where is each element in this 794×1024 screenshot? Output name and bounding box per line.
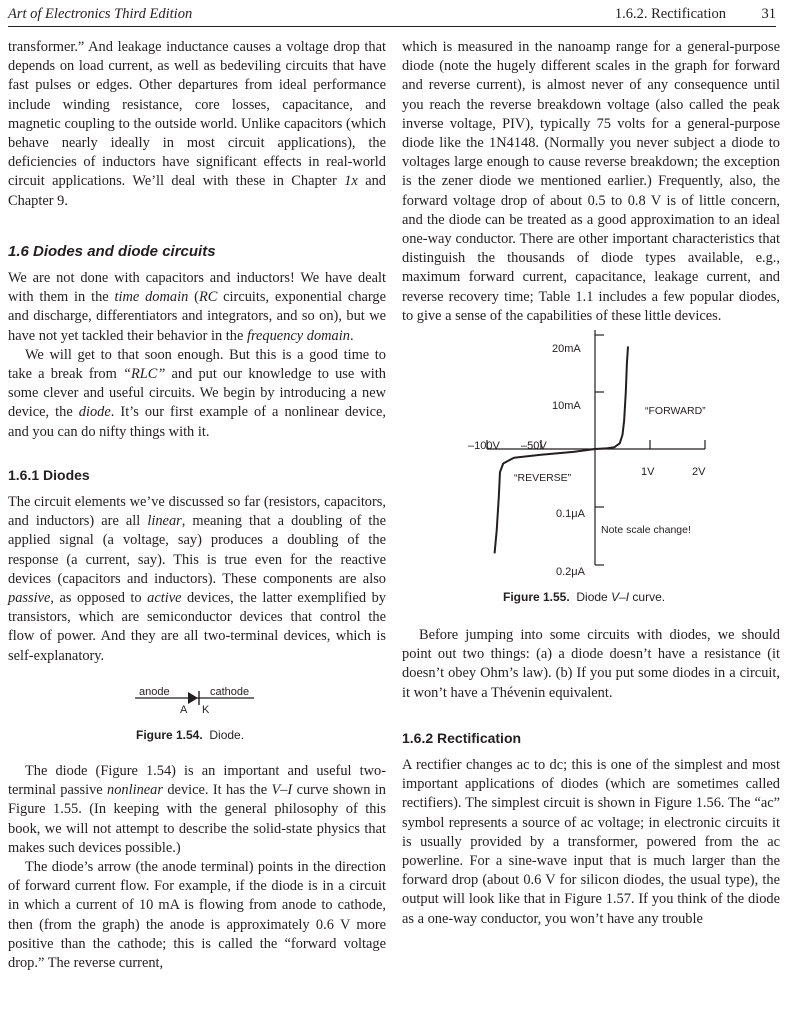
paragraph <box>8 346 386 442</box>
anode-a-label: A <box>180 703 188 716</box>
subsection-heading: 1.6.1 Diodes <box>8 466 90 483</box>
paragraph: A rectifier changes ac to dc; this is one of the simplest and most important applications of diodes (which are sometimes called rectifiers). The simplest circuit is shown in Figure 1.56. The “ac” symbol represents a source of ac voltage; in electronic circuits it is usually provided by a transformer, powered from the ac powerline. For a sine-wave input that is much larger than the forward drop (about 0.6 V for silicon diodes, the usual type), the output will look like that in Figure 1.57. If you think of the diode as a one-way conductor, you won’t have any trouble <box>402 757 780 927</box>
figure-1-55 <box>402 326 780 626</box>
text: , as opposed to <box>50 590 148 607</box>
y-tick-label: 0.1μA <box>556 508 585 521</box>
x-tick-label: 2V <box>692 466 706 479</box>
left-column <box>8 38 386 973</box>
reverse-curve <box>495 449 595 553</box>
paragraph: The diode’s arrow (the anode terminal) points in the direction of forward current flow. For example, if the diode is in a circuit in which a current of 10 mA is flowing from anode to cathode, then (from the graph) the anode is approximately 0.6 V more positive than the cathode; this is called the “forward voltage drop.” The reverse current, <box>8 858 386 971</box>
text: circuits, exponential charge and discharge, differentiators and integrators, and so on), but we have not yet tackled their behavior in the <box>8 289 387 344</box>
section-heading: 1.6 Diodes and diode circuits <box>8 242 216 260</box>
text: ( <box>188 289 199 306</box>
paragraph <box>8 493 386 666</box>
x-tick-label: –50V <box>521 440 547 453</box>
paragraph <box>8 762 386 858</box>
italic-text: 1x <box>344 173 358 190</box>
vi-curve-chart <box>402 326 780 626</box>
text: transformer.” And leakage inductance causes a voltage drop that depends on load current, as well as bedeviling circuits that have fast pulses or edges. Other departures from ideal performance include winding resistance, core losses, capacitance, and magnetic coupling to the outside world. Unlike capacitors (which behave nearly ideally in most circuit applications), the deficiencies of inductors have significant effects in real-world circuit applications. We’ll deal with these in Chapter <box>8 39 386 190</box>
caption-italic: V–I <box>611 590 630 605</box>
italic-text: V–I <box>271 782 293 799</box>
cathode-label: cathode <box>210 685 250 698</box>
section-title: 1.6.2. Rectification <box>614 6 726 22</box>
italic-text: passive <box>8 590 51 607</box>
text: The diode (Figure 1.54) is an important and useful two-terminal passive <box>8 762 386 799</box>
page-number: 31 <box>761 6 776 22</box>
text: , meaning that a doubling of the applied signal (a voltage, say) produces a doubling of the response (a current, say). This is true even for the reactive devices (capacitors and inductors). These components are also <box>8 513 386 587</box>
text: . It’s our first example of a nonlinear device, and you can do nifty things with it. <box>8 404 386 440</box>
figure-1-54 <box>8 666 386 762</box>
text: The circuit elements we’ve discussed so far (resistors, capacitors, and inductors) are all <box>8 494 386 530</box>
text: devices, the latter exemplified by transistors, which are semiconductor devices that control the flow of power. And they are all two-terminal devices, which is self-explanatory. <box>8 590 386 664</box>
subsection-heading: 1.6.2 Rectification <box>402 729 522 746</box>
paragraph <box>8 269 386 346</box>
caption-number: Figure 1.55. <box>503 590 570 605</box>
book-title: Art of Electronics Third Edition <box>8 6 193 22</box>
italic-text: nonlinear <box>107 782 163 799</box>
text: We will get to that soon enough. But this is a good time to take a break from <box>8 346 386 383</box>
x-tick-label: 1V <box>641 466 655 479</box>
italic-text: frequency domain <box>246 327 350 344</box>
y-tick-label: 20mA <box>552 343 581 356</box>
paragraph <box>8 38 386 211</box>
italic-text: linear <box>147 513 182 530</box>
italic-text: time domain <box>114 289 189 306</box>
diode-symbol-diagram <box>8 666 386 762</box>
italic-text: active <box>147 590 182 607</box>
figure-caption <box>503 588 665 607</box>
y-tick-label: 0.2μA <box>556 566 585 579</box>
caption-text: curve. <box>629 590 666 605</box>
text: and Chapter 9. <box>8 173 386 209</box>
paragraph: Before jumping into some circuits with diodes, we should point out two things: (a) a diode doesn’t have a resistance (it doesn’t obey Ohm’s law). (b) If you put some diodes in a circuit, it won’t have a Thévenin equivalent. <box>402 627 780 701</box>
text: and put our knowledge to use with some clever and useful circuits. We begin by introducing a new device, the <box>8 366 386 421</box>
y-tick-label: 10mA <box>552 400 581 413</box>
reverse-annotation: “REVERSE” <box>514 472 572 485</box>
text: curve shown in Figure 1.55. (In keeping with the general philosophy of this book, we will not attempt to describe the solid-state physics that makes such devices possible.) <box>8 782 386 856</box>
paragraph: which is measured in the nanoamp range for a general-purpose diode (note the hugely different scales in the graph for forward and reverse current), is almost never of any consequence until you reach the reverse breakdown voltage (also called the peak inverse voltage, PIV), typically 75 volts for a general-purpose diode like the 1N4148. (Normally you never subject a diode to voltages large enough to cause reverse breakdown; the exception is the zener diode we mentioned earlier.) Frequently, also, the forward voltage drop of about 0.5 to 0.8 V is of little concern, and the diode can be treated as a good approximation to an ideal one-way conductor. There are other important characteristics that distinguish the thousands of diode types available, e.g., maximum forward current, capacitance, leakage current, and reverse recovery time; Table 1.1 includes a few popular diodes, to give a sense of the capabilities of these little devices. <box>402 39 780 324</box>
diode-arrow-icon <box>188 692 198 704</box>
scale-note: Note scale change! <box>601 524 691 537</box>
anode-label: anode <box>139 685 170 698</box>
text: . <box>349 327 354 344</box>
figure-caption <box>136 726 244 745</box>
forward-annotation: “FORWARD” <box>645 405 706 418</box>
caption-text: Diode <box>576 590 612 605</box>
running-header <box>8 4 776 27</box>
italic-text: “RLC” <box>122 366 166 383</box>
right-column <box>402 38 780 929</box>
forward-curve <box>595 346 628 449</box>
caption-number: Figure 1.54. <box>136 727 203 742</box>
italic-text: RC <box>198 289 218 306</box>
x-tick-label: –100V <box>468 440 500 453</box>
caption-text: Diode. <box>209 727 245 742</box>
cathode-k-label: K <box>202 703 210 716</box>
italic-text: diode <box>78 404 111 421</box>
text: device. It has the <box>162 782 272 799</box>
text: We are not done with capacitors and inductors! We have dealt with them in the <box>8 270 386 306</box>
